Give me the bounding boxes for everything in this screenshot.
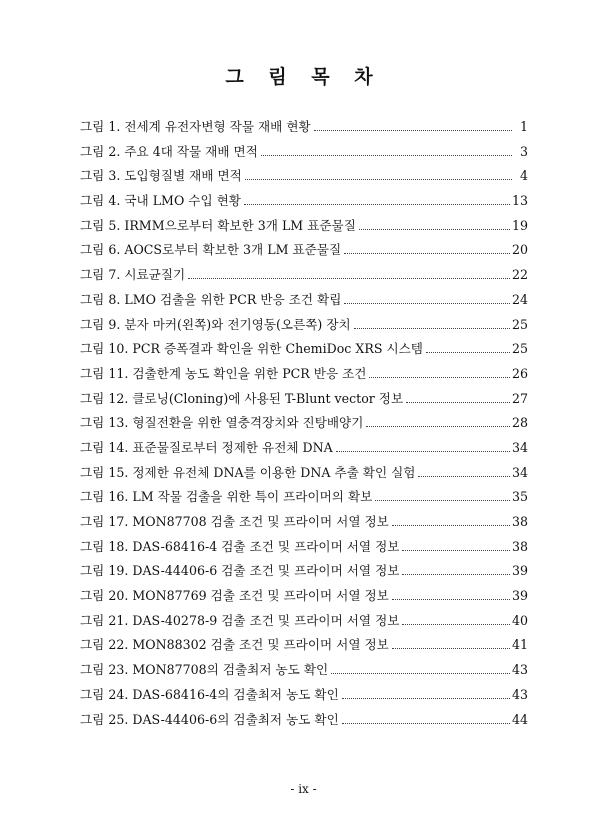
toc-entry-label: 그림 21. DAS-40278-9 검출 조건 및 프라이머 서열 정보 bbox=[80, 612, 400, 628]
dot-leader bbox=[369, 377, 510, 378]
toc-entry[interactable] bbox=[80, 511, 528, 536]
toc-entry-page: 25 bbox=[511, 316, 528, 332]
toc-entry-page: 22 bbox=[511, 267, 528, 283]
toc-entry-label: 그림 19. DAS-44406-6 검출 조건 및 프라이머 서열 정보 bbox=[80, 563, 400, 579]
toc-entry[interactable] bbox=[80, 190, 528, 215]
dot-leader bbox=[261, 155, 512, 156]
dot-leader bbox=[375, 500, 510, 501]
toc-entry-label: 그림 7. 시료균질기 bbox=[80, 267, 186, 283]
toc-entry[interactable] bbox=[80, 709, 528, 734]
toc-entry[interactable] bbox=[80, 412, 528, 437]
toc-entry[interactable] bbox=[80, 634, 528, 659]
toc-entry[interactable] bbox=[80, 215, 528, 240]
toc-entry-page: 20 bbox=[511, 242, 528, 258]
toc-entry-label: 그림 18. DAS-68416-4 검출 조건 및 프라이머 서열 정보 bbox=[80, 538, 400, 554]
toc-entry-label: 그림 8. LMO 검출을 위한 PCR 반응 조건 확립 bbox=[80, 291, 342, 307]
dot-leader bbox=[406, 402, 510, 403]
dot-leader bbox=[366, 426, 510, 427]
toc-entry[interactable] bbox=[80, 264, 528, 289]
figure-list bbox=[80, 116, 528, 733]
page-number: - ix - bbox=[290, 782, 317, 796]
dot-leader bbox=[402, 574, 510, 575]
dot-leader bbox=[354, 328, 510, 329]
dot-leader bbox=[188, 278, 510, 279]
toc-entry[interactable] bbox=[80, 388, 528, 413]
toc-entry[interactable] bbox=[80, 363, 528, 388]
toc-entry-page: 13 bbox=[511, 193, 528, 209]
toc-entry-page: 39 bbox=[511, 563, 528, 579]
dot-leader bbox=[402, 624, 510, 625]
toc-entry[interactable] bbox=[80, 437, 528, 462]
toc-entry[interactable] bbox=[80, 289, 528, 314]
toc-entry[interactable] bbox=[80, 338, 528, 363]
dot-leader bbox=[342, 723, 510, 724]
dot-leader bbox=[344, 303, 510, 304]
toc-entry-label: 그림 15. 정제한 유전체 DNA를 이용한 DNA 추출 확인 실험 bbox=[80, 464, 416, 480]
dot-leader bbox=[402, 550, 510, 551]
dot-leader bbox=[336, 451, 510, 452]
dot-leader bbox=[418, 476, 510, 477]
toc-entry-label: 그림 20. MON87769 검출 조건 및 프라이머 서열 정보 bbox=[80, 588, 389, 604]
toc-entry-label: 그림 22. MON88302 검출 조건 및 프라이머 서열 정보 bbox=[80, 637, 389, 653]
toc-entry[interactable] bbox=[80, 116, 528, 141]
toc-entry-page: 4 bbox=[519, 168, 528, 184]
dot-leader bbox=[244, 204, 510, 205]
dot-leader bbox=[245, 179, 512, 180]
toc-entry[interactable] bbox=[80, 141, 528, 166]
toc-entry[interactable] bbox=[80, 462, 528, 487]
dot-leader bbox=[392, 599, 510, 600]
toc-entry-label: 그림 13. 형질전환을 위한 열충격장치와 진탕배양기 bbox=[80, 415, 364, 431]
toc-entry-label: 그림 1. 전세계 유전자변형 작물 재배 현황 bbox=[80, 119, 311, 134]
toc-entry[interactable] bbox=[80, 610, 528, 635]
toc-entry-label: 그림 17. MON87708 검출 조건 및 프라이머 서열 정보 bbox=[80, 514, 389, 529]
toc-entry[interactable] bbox=[80, 659, 528, 684]
toc-entry-label: 그림 3. 도입형질별 재배 면적 bbox=[80, 168, 242, 184]
toc-entry[interactable] bbox=[80, 585, 528, 610]
toc-entry-page: 40 bbox=[511, 612, 528, 628]
toc-entry-label: 그림 24. DAS-68416-4의 검출최저 농도 확인 bbox=[80, 686, 339, 702]
toc-entry-page: 38 bbox=[511, 514, 528, 529]
toc-entry-label: 그림 10. PCR 증폭결과 확인을 위한 ChemiDoc XRS 시스템 bbox=[80, 341, 423, 357]
toc-entry-label: 그림 12. 클로닝(Cloning)에 사용된 T-Blunt vector 정보 bbox=[80, 390, 404, 406]
toc-entry-label: 그림 4. 국내 LMO 수입 현황 bbox=[80, 193, 241, 209]
page-title: 그 림 목 차 bbox=[225, 66, 382, 88]
toc-entry-page: 39 bbox=[511, 588, 528, 604]
toc-entry-page: 41 bbox=[511, 637, 528, 653]
dot-leader bbox=[342, 698, 510, 699]
toc-entry-label: 그림 25. DAS-44406-6의 검출최저 농도 확인 bbox=[80, 711, 339, 727]
toc-entry-label: 그림 9. 분자 마커(왼쪽)와 전기영동(오른쪽) 장치 bbox=[80, 316, 351, 332]
toc-entry-page: 43 bbox=[511, 686, 528, 702]
toc-entry[interactable] bbox=[80, 239, 528, 264]
toc-entry[interactable] bbox=[80, 684, 528, 709]
toc-entry-label: 그림 16. LM 작물 검출을 위한 특이 프라이머의 확보 bbox=[80, 489, 373, 505]
toc-entry[interactable] bbox=[80, 560, 528, 585]
toc-entry[interactable] bbox=[80, 536, 528, 561]
dot-leader bbox=[344, 253, 510, 254]
toc-entry-label: 그림 6. AOCS로부터 확보한 3개 LM 표준물질 bbox=[80, 242, 342, 258]
toc-entry-page: 1 bbox=[519, 119, 528, 134]
toc-entry-label: 그림 14. 표준물질로부터 정제한 유전체 DNA bbox=[80, 439, 333, 455]
toc-entry[interactable] bbox=[80, 165, 528, 190]
dot-leader bbox=[392, 648, 510, 649]
toc-entry-label: 그림 23. MON87708의 검출최저 농도 확인 bbox=[80, 662, 329, 678]
toc-entry-page: 3 bbox=[519, 143, 528, 159]
toc-entry-page: 25 bbox=[511, 341, 528, 357]
toc-entry-page: 38 bbox=[511, 538, 528, 554]
dot-leader bbox=[426, 352, 510, 353]
toc-entry-page: 27 bbox=[511, 390, 528, 406]
toc-entry-page: 43 bbox=[511, 662, 528, 678]
toc-entry-label: 그림 5. IRMM으로부터 확보한 3개 LM 표준물질 bbox=[80, 217, 356, 233]
dot-leader bbox=[331, 673, 510, 674]
toc-entry-page: 26 bbox=[511, 365, 528, 381]
toc-entry-label: 그림 11. 검출한계 농도 확인을 위한 PCR 반응 조건 bbox=[80, 365, 367, 381]
toc-entry[interactable] bbox=[80, 314, 528, 339]
dot-leader bbox=[392, 525, 510, 526]
toc-entry-page: 19 bbox=[511, 217, 528, 233]
toc-entry-page: 34 bbox=[511, 464, 528, 480]
toc-entry-label: 그림 2. 주요 4대 작물 재배 면적 bbox=[80, 143, 258, 159]
dot-leader bbox=[314, 130, 512, 131]
toc-entry-page: 35 bbox=[511, 489, 528, 505]
toc-entry[interactable] bbox=[80, 486, 528, 511]
toc-entry-page: 24 bbox=[511, 291, 528, 307]
toc-entry-page: 44 bbox=[511, 711, 528, 727]
toc-entry-page: 28 bbox=[511, 415, 528, 431]
dot-leader bbox=[359, 229, 510, 230]
toc-entry-page: 34 bbox=[511, 439, 528, 455]
